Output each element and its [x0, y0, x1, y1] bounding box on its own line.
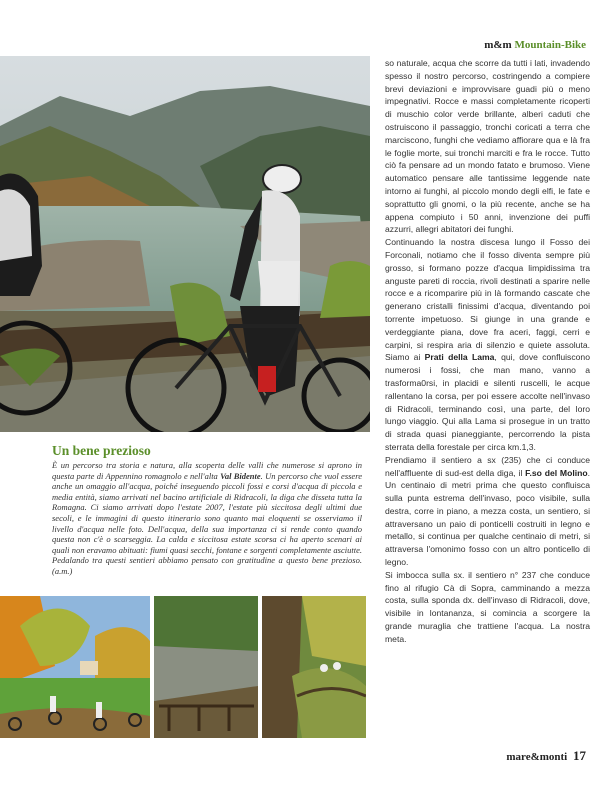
reservoir-shore-photo — [154, 596, 258, 738]
autumn-park-photo — [0, 596, 150, 738]
article-paragraph: Continuando la nostra discesa lungo il Fosso dei Forconali, notiamo che il fosso diventa sempre più grosso, si formano pozze d'acqua limpidissima tra anguste pareti di roccia, rivoli destinati a sparire nelle rocce e a ricomparire più in là formando cascate che generano cristalli finissimi d'acqua, diventando poi torrente impetuoso. Si giunge in una grande e verdeggiante piana, dove fra aceri, faggi, cerri e carpini, si respira aria di silenzio e quiete assoluta. Siamo ai Prati della Lama, qui, dove confluiscono numerosi i fossi, che man mano, vanno a trasforma0rsi, in placidi e silenti ruscelli, le acque rallentano la corsa, per poi essere accolte nell'invaso di Ridracoli, terminando così, una parte, del loro lungo viaggio. Qui alla Lama si prosegue in un tratto di strada quasi pianeggiante, percorrendo la pista sterrata della forestale per circa km.1,3. — [385, 237, 590, 452]
forest-trail-photo — [262, 596, 366, 738]
place-name: Prati della Lama — [424, 352, 495, 363]
magazine-name: mare&monti — [506, 751, 568, 763]
section-title: Mountain-Bike — [514, 39, 586, 51]
article-body — [385, 57, 590, 646]
article-paragraph: Prendiamo il sentiero a sx (235) che ci conduce nell'affluente di sud-est della diga, il F.so del Molino. Un centinaio di metri prima che questo confluisca sulla punta estrema dell'invaso, poco visibile, sulla destra, corre in piano, a mezza costa, un sentiero, si attraversano un paio di ponticelli costruiti in legno e metallo, si continua per qualche centinaio di metri, si attraversa l'omonimo fosso con un altro ponticello di legno. — [385, 454, 590, 568]
place-name: F.so del Molino — [525, 467, 588, 478]
page-number: 17 — [573, 748, 586, 763]
box-title: Un bene prezioso — [52, 443, 151, 458]
article-paragraph: Si imbocca sulla sx. il sentiero n° 237 che conduce fino al rifugio Cà di Sopra, camminando a mezza costa, sulla sponda dx. dell'invaso di Ridracoli, dove, visibile in lontananza, si comincia a scorgere la grande muraglia che trattiene l'acqua. La nostra meta. — [385, 569, 590, 644]
magazine-brand: m&m — [484, 39, 512, 51]
page-header — [484, 39, 586, 51]
box-text: È un percorso tra storia e natura, alla scoperta delle valli che numerose si aprono in questa parte di Appennino romagnolo e nell'alta Val Bidente. Un percorso che vuol essere anche un omaggio all'acqua, poiché inseguendo piccoli fossi e corsi d'acqua di piccola e media entità, siamo arrivati nel bacino artificiale di Ridracoli, la diga che disseta tutta la Romagna. Ci siamo arrivati dopo l'estate 2007, l'estate più siccitosa degli ultimi due secoli, e le immagini di questo itinerario sono quanto mai eloquenti se osserviamo il livello d'acqua nelle foto. Dell'acqua, della sua importanza ci si rende conto quando questa non c'è o scarseggia. La calda e siccitosa estate scorsa ci ha aperto scenari ai quali non eravamo abituati: fiumi quasi secchi, fontane e sorgenti completamente asciutte. Pedalando tra questi sentieri abbiamo pensato con gratitudine a questo bene prezioso. (a.m.) — [52, 460, 362, 576]
hero-photo — [0, 56, 370, 432]
place-name: Val Bidente — [220, 470, 261, 481]
article-paragraph: so naturale, acqua che scorre da tutti i lati, invadendo spesso il nostro percorso, costringendo a compiere brevi deviazioni e improvvisare guadi più o meno impegnativi. Rocce e massi completamente ricoperti di muschio color verde brillante, alberi caduti che ostruiscono il passaggio, tronchi coricati a terra che marciscono, funghi che vediamo affiorare qua e là fra le foglie morte, sui tronchi marciti e fra le rocce. Tutto ciò fa pensare ad un mondo fatato e brumoso. Viene automatico pensare alle tantissime leggende nate intorno ai funghi, al piccolo mondo degli elfi, le fate e soprattutto gli gnomi, o la più recente, anche se ha appena compiuto i 50 anni, invenzione dei puffi azzurri, allegri abitatori dei funghi. — [385, 58, 590, 235]
page-footer — [506, 748, 586, 764]
